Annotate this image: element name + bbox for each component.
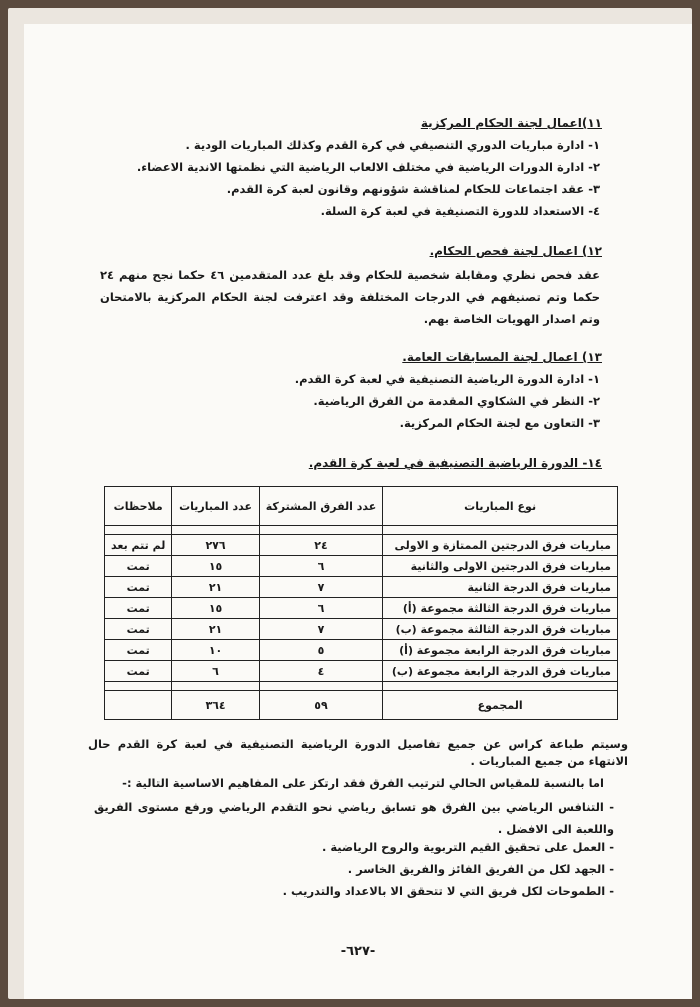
- cell-teams: ٧: [259, 619, 383, 640]
- cell-teams: ٤: [259, 661, 383, 682]
- table-row: [105, 535, 618, 556]
- cell-matches: ١٥: [172, 556, 259, 577]
- table-row: [105, 661, 618, 682]
- cell-matches: ٦: [172, 661, 259, 682]
- table-row: [105, 598, 618, 619]
- cell-match-type: مباريات فرق الدرجة الثانية: [383, 577, 618, 598]
- cell-matches: ٢٧٦: [172, 535, 259, 556]
- header-notes: ملاحظات: [105, 487, 172, 526]
- section-13-item-1: ١- ادارة الدورة الرياضية التصنيفية في لعبة كرة القدم.: [294, 372, 600, 386]
- concept-item-3: - الجهد لكل من الفريق الفائز والفريق الخاسر .: [347, 862, 614, 876]
- section-11-item-4: ٤- الاستعداد للدورة التصنيفية في لعبة كرة السلة.: [320, 204, 600, 218]
- section-13-item-2: ٢- النظر في الشكاوي المقدمة من الفرق الرياضية.: [313, 394, 600, 408]
- table-row: [105, 577, 618, 598]
- section-12-paragraph: عقد فحص نظري ومقابلة شخصية للحكام وقد بلغ عدد المتقدمين ٤٦ حكما نجح منهم ٢٤ حكما وتم تصنيفهم في الدرجات المختلفة وقد اعترفت لجنة الحكام المركزية بالامتحان وتم اصدار الهويات الخاصة بهم.: [100, 268, 600, 326]
- cell-total-label: المجموع: [383, 691, 618, 720]
- matches-table: [104, 486, 618, 720]
- concept-item-4: - الطموحات لكل فريق التي لا تتحقق الا بالاعداد والتدريب .: [282, 884, 614, 898]
- cell-teams: ٥: [259, 640, 383, 661]
- concept-item-1: - التنافس الرياضي بين الفرق هو تسابق رياضي نحو التقدم الرياضي ورفع مستوى الفريق واللعبة الى الافضل .: [94, 800, 614, 836]
- header-matches-count: عدد المباريات: [172, 487, 259, 526]
- after-table-paragraph: وسيتم طباعة كراس عن جميع تفاصيل الدورة الرياضية التصنيفية في لعبة كرة القدم حال الانتهاء من جميع المباريات .: [88, 737, 628, 768]
- section-11-item-1: ١- ادارة مباريات الدوري التنصيفي في كرة القدم وكذلك المباريات الودية .: [185, 138, 600, 152]
- cell-note: تمت: [105, 598, 172, 619]
- concepts-intro: اما بالنسبة للمقياس الحالي لترتيب الفرق فقد ارتكز على المفاهيم الاساسية التالية :-: [122, 776, 604, 790]
- cell-note: تمت: [105, 577, 172, 598]
- section-11-item-2: ٢- ادارة الدورات الرياضية في مختلف الالعاب الرياضية التي نظمتها الاندية الاعضاء.: [136, 160, 600, 174]
- cell-match-type: مباريات فرق الدرجة الثالثة مجموعة (ب): [383, 619, 618, 640]
- cell-note: تمت: [105, 640, 172, 661]
- cell-match-type: مباريات فرق الدرجتين الاولى والثانية: [383, 556, 618, 577]
- section-13-title: ١٣) اعمال لجنة المسابقات العامة.: [402, 350, 602, 364]
- header-teams-count: عدد الفرق المشتركة: [259, 487, 383, 526]
- cell-total-matches: ٣٦٤: [172, 691, 259, 720]
- table-total-row: [105, 691, 618, 720]
- scan-frame: [8, 8, 692, 999]
- cell-match-type: مباريات فرق الدرجتين الممتازة و الاولى: [383, 535, 618, 556]
- section-11-title: ١١)اعمال لجنة الحكام المركزية: [420, 116, 602, 130]
- cell-matches: ١٥: [172, 598, 259, 619]
- cell-teams: ٦: [259, 556, 383, 577]
- page-number: -٦٢٧-: [340, 944, 376, 959]
- section-14-title: ١٤- الدورة الرياضية التصنيفية في لعبة كرة القدم.: [308, 456, 602, 470]
- cell-total-note: [105, 691, 172, 720]
- cell-match-type: مباريات فرق الدرجة الرابعة مجموعة (ب): [383, 661, 618, 682]
- concept-item-2: - العمل على تحقيق القيم التربوية والروح الرياضية .: [321, 840, 614, 854]
- cell-match-type: مباريات فرق الدرجة الثالثة مجموعة (أ): [383, 598, 618, 619]
- cell-note: لم تتم بعد: [105, 535, 172, 556]
- cell-matches: ١٠: [172, 640, 259, 661]
- cell-teams: ٦: [259, 598, 383, 619]
- cell-teams: ٧: [259, 577, 383, 598]
- cell-teams: ٢٤: [259, 535, 383, 556]
- table-row: [105, 619, 618, 640]
- table-row: [105, 556, 618, 577]
- section-12-title: ١٢) اعمال لجنة فحص الحكام.: [429, 244, 602, 258]
- cell-note: تمت: [105, 661, 172, 682]
- cell-matches: ٢١: [172, 619, 259, 640]
- cell-note: تمت: [105, 556, 172, 577]
- header-match-type: نوع المباريات: [383, 487, 618, 526]
- section-13-item-3: ٣- التعاون مع لجنة الحكام المركزية.: [399, 416, 600, 430]
- cell-total-teams: ٥٩: [259, 691, 383, 720]
- cell-matches: ٢١: [172, 577, 259, 598]
- document-page: [24, 24, 692, 999]
- section-11-item-3: ٣- عقد اجتماعات للحكام لمناقشة شؤونهم وقانون لعبة كرة القدم.: [226, 182, 600, 196]
- table-row: [105, 640, 618, 661]
- cell-match-type: مباريات فرق الدرجة الرابعة مجموعة (أ): [383, 640, 618, 661]
- table-header-row: [105, 487, 618, 526]
- cell-note: تمت: [105, 619, 172, 640]
